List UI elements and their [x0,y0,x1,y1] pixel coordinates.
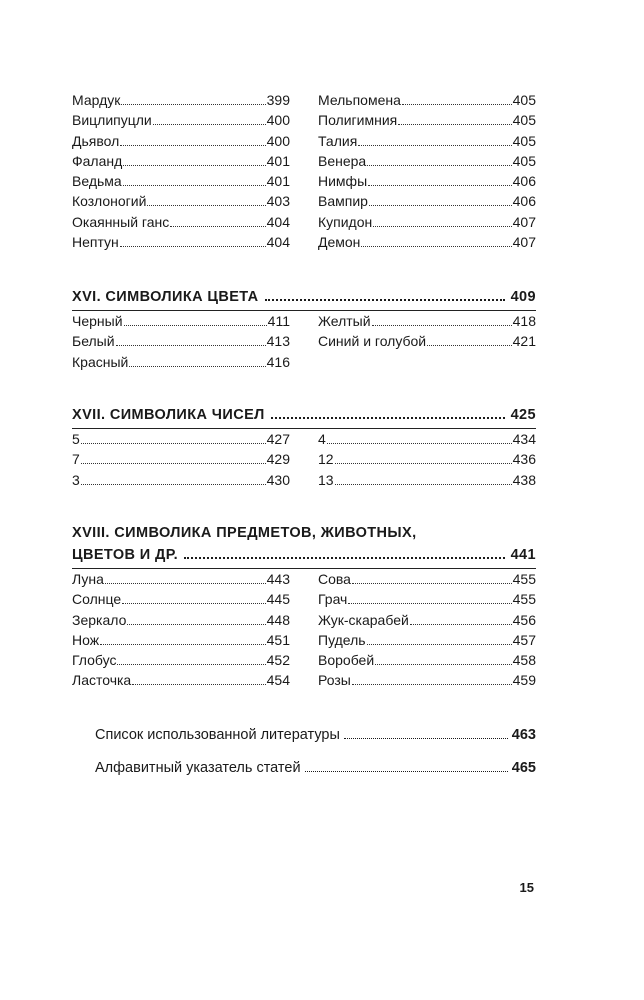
toc-entry: Фаланд 401 [72,152,290,169]
toc-entry: Вицлипуцли 400 [72,112,290,129]
toc-entry: Луна 443 [72,571,290,587]
dot-leader [369,201,512,206]
toc-entry: Нож 451 [72,631,290,648]
toc-entry: Грач 455 [318,591,536,608]
toc-entry: Окаянный ганс 404 [72,213,290,230]
dot-leader [372,321,512,326]
dot-leader [123,161,265,166]
toc-entry: Черный 411 [72,313,290,329]
dot-leader [147,201,265,206]
dot-leader [305,767,508,772]
dot-leader [265,295,505,301]
toc-entry: 13 438 [318,471,536,488]
toc-entry: Полигимния 405 [318,112,536,129]
toc-entry: Ласточка 454 [72,672,290,689]
toc-entry: Вампир 406 [318,193,536,210]
dot-leader [100,640,266,645]
toc-entry: 5 427 [72,431,290,447]
section-heading [72,522,536,566]
dot-leader [375,660,511,665]
section-heading [72,404,536,426]
dot-leader [327,439,512,444]
dot-leader [335,480,512,485]
toc-column-right [318,569,536,691]
dot-leader [367,640,512,645]
toc-entry-index: Алфавитный указатель статей 465 [95,760,536,776]
dot-leader [121,100,265,105]
toc-entry: Красный 416 [72,353,290,370]
toc-entry: Талия 405 [318,132,536,149]
toc-entry: Купидон 407 [318,213,536,230]
dot-leader [348,599,511,604]
dot-leader [124,321,267,326]
dot-leader [367,161,511,166]
dot-leader [122,599,266,604]
toc-column-left [72,311,290,372]
toc-column-left [72,429,290,490]
toc-top-list [72,90,536,252]
toc-entry: Пудель 457 [318,631,536,648]
toc-entry: Нептун 404 [72,234,290,251]
toc-entry: Воробей 458 [318,652,536,669]
dot-leader [344,734,508,739]
dot-leader [81,480,266,485]
toc-entry: Мардук 399 [72,92,290,108]
dot-leader [120,242,266,247]
dot-leader [129,362,265,367]
dot-leader [105,579,266,584]
dot-leader [170,222,265,227]
toc-entry: Желтый 418 [318,313,536,329]
section-page: 409 [510,289,536,305]
section-title: XVIII. СИМВОЛИКА ПРЕДМЕТОВ, ЖИВОТНЫХ, [72,525,417,541]
toc-column-right [318,90,536,252]
dot-leader [410,620,512,625]
dot-leader [352,680,512,685]
dot-leader [184,553,504,559]
section-page: 425 [510,407,536,423]
dot-leader [123,181,266,186]
dot-leader [120,141,265,146]
toc-entry: 4 434 [318,431,536,447]
dot-leader [153,120,266,125]
dot-leader [127,620,265,625]
section-title: XVII. СИМВОЛИКА ЧИСЕЛ [72,407,265,423]
dot-leader [398,120,511,125]
section-heading [72,286,536,308]
toc-entry: Зеркало 448 [72,611,290,628]
toc-entry: Солнце 445 [72,591,290,608]
dot-leader [373,222,511,227]
dot-leader [81,459,266,464]
section-title: XVI. СИМВОЛИКА ЦВЕТА [72,289,259,305]
toc-column-right [318,429,536,490]
dot-leader [368,181,512,186]
dot-leader [402,100,512,105]
toc-entry: 3 430 [72,471,290,488]
toc-entry: Белый 413 [72,333,290,350]
toc-entry: Нимфы 406 [318,173,536,190]
toc-entry: Жук-скарабей 456 [318,611,536,628]
dot-leader [335,459,512,464]
toc-entry: Козлоногий 403 [72,193,290,210]
section-page: 441 [510,547,536,563]
toc-entry: Мельпомена 405 [318,92,536,108]
toc-entry: Демон 407 [318,234,536,251]
dot-leader [352,579,512,584]
dot-leader [358,141,511,146]
toc-section-numbers [72,404,536,490]
toc-entry: Дьявол 400 [72,132,290,149]
toc-entry: Синий и голубой 421 [318,333,536,350]
dot-leader [116,341,266,346]
toc-section-objects [72,522,536,691]
toc-entry: Венера 405 [318,152,536,169]
toc-entry: Розы 459 [318,672,536,689]
page-number: 15 [519,880,534,895]
dot-leader [427,341,512,346]
dot-leader [361,242,511,247]
toc-column-right [318,311,536,372]
toc-column-left [72,569,290,691]
toc-entry: Ведьма 401 [72,173,290,190]
toc-entry-bibliography: Список использованной литературы 463 [95,727,536,743]
section-title-continued: ЦВЕТОВ И ДР. [72,547,179,563]
toc-entry: Сова 455 [318,571,536,587]
dot-leader [117,660,265,665]
toc-entry: 12 436 [318,451,536,468]
dot-leader [271,413,505,419]
dot-leader [132,680,265,685]
dot-leader [81,439,266,444]
toc-column-left [72,90,290,252]
toc-section-colors [72,286,536,372]
toc-entry: Глобус 452 [72,652,290,669]
toc-entry: 7 429 [72,451,290,468]
